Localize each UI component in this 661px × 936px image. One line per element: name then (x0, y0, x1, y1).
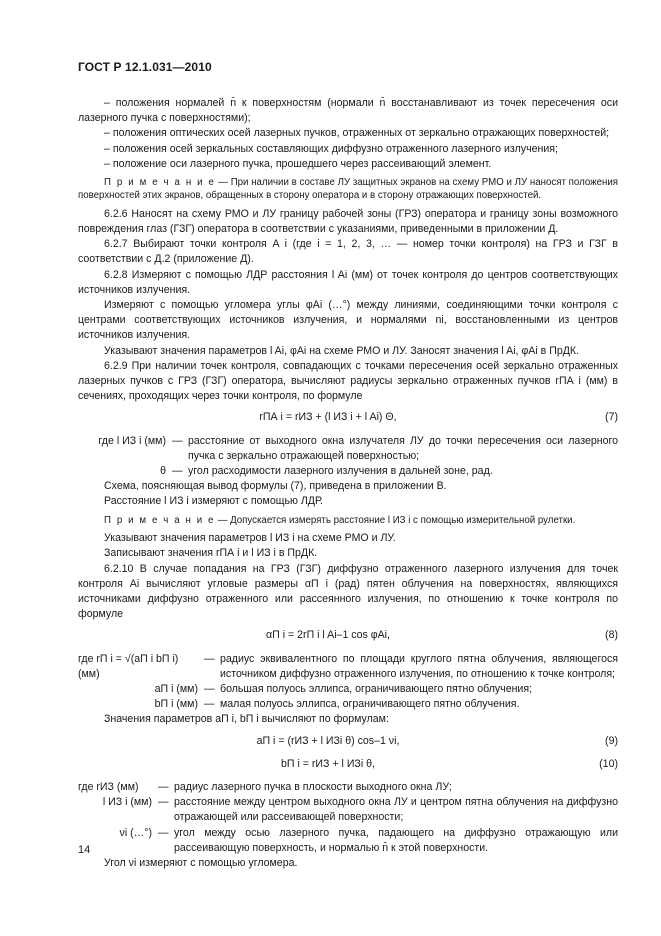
definition-term: где rП i = √(aП i bП i) (мм) (78, 652, 179, 680)
definition-r-iz (78, 780, 618, 795)
definition-dash: — (204, 652, 215, 665)
definition-b-p (78, 697, 618, 712)
bullet-optical-axes: – положения оптических осей лазерных пучков, отраженных от зеркально отражающих поверхностей; (104, 127, 610, 140)
definition-dash: — (204, 698, 215, 711)
formula-8 (78, 628, 618, 643)
formula-7 (78, 410, 618, 425)
clause-6-2-8-record: Указывают значения параметров l Ai, φAi на схеме РМО и ЛУ. Заносят значения l Ai, φAi в ПрДК. (104, 344, 580, 357)
formula-9 (78, 734, 618, 749)
formula-10 (78, 757, 618, 772)
formula-8-number: (8) (605, 629, 618, 642)
definition-text: угол между осью лазерного пучка, падающего на диффузно отражающую или рассеивающую поверхность, и нормалью n̄ к этой поверхности. (174, 826, 618, 854)
definition-term: aП i (мм) (154, 682, 198, 695)
bullet-normals: – положения нормалей n̄ к поверхностям (нормали n̄ восстанавливают из точек пересечения оси лазерного пучка с поверхностями); (78, 97, 618, 125)
definition-dash: — (172, 434, 183, 447)
page-number: 14 (78, 844, 91, 856)
definition-text: радиус лазерного пучка в плоскости выходного окна ЛУ; (174, 780, 452, 793)
page-body (78, 96, 618, 871)
note-tape-measure (78, 514, 618, 527)
bullet-mirror-components: – положения осей зеркальных составляющих диффузно отраженного лазерного излучения; (104, 142, 558, 155)
formula-7-number: (7) (605, 411, 618, 424)
definition-text: расстояние между центром выходного окна ЛУ и центром пятна облучения на диффузно отражающей или рассеивающей поверхности; (174, 796, 618, 824)
note-screens (78, 176, 618, 203)
definition-text: малая полуось эллипса, ограничивающего пятно облучения. (220, 698, 520, 711)
definition-term: θ (160, 465, 166, 478)
bullet-beam-axis: – положение оси лазерного пучка, прошедшего через рассеивающий элемент. (104, 157, 492, 170)
document-header: ГОСТ Р 12.1.031—2010 (78, 60, 212, 74)
definition-dash: — (158, 826, 169, 839)
definition-dash: — (158, 796, 169, 809)
clause-6-2-7: 6.2.7 Выбирают точки контроля A i (где i = 1, 2, 3, … — номер точки контроля) на ГРЗ и ГЗГ в соответствии с Д.2 (приложение Д). (78, 238, 618, 266)
definition-l-iz-i (78, 795, 618, 825)
note-label: П р и м е ч а н и е (104, 177, 216, 189)
definition-l-iz (78, 434, 618, 464)
clause-6-2-9-record: Записывают значения rПА i и l ИЗ i в ПрДК. (104, 547, 318, 560)
formula-9-number: (9) (605, 734, 618, 747)
note-label: П р и м е ч а н и е (104, 514, 216, 526)
clause-6-2-10-values: Значения параметров aП i, bП i вычисляют по формулам: (104, 713, 389, 726)
definition-text: большая полуось эллипса, ограничивающего пятно облучения; (220, 682, 533, 695)
definition-text: угол расходимости лазерного излучения в дальней зоне, рад. (188, 465, 493, 478)
definition-term: νi (…°) (119, 826, 152, 839)
formula-8-expression: αП i = 2rП i l Ai–1 cos φAi, (266, 629, 390, 642)
definition-term: l ИЗ i (мм) (102, 796, 152, 809)
definition-dash: — (158, 780, 169, 793)
definition-term: bП i (мм) (154, 698, 198, 711)
formula-7-expression: rПА i = rИЗ + (l ИЗ i + l Ai) Θ, (259, 411, 397, 424)
clause-6-2-9-scheme: Схема, поясняющая вывод формулы (7), приведена в приложении В. (104, 480, 447, 493)
clause-6-2-6: 6.2.6 Наносят на схему РМО и ЛУ границу рабочей зоны (ГРЗ) оператора и границу зоны возможного повреждения глаз (ГЗГ) оператора в соответствии с указаниями, приведенными в приложении Д. (78, 207, 618, 236)
clause-angle-measure: Угол νi измеряют с помощью угломера. (104, 856, 298, 869)
formula-10-expression: bП i = rИЗ + l ИЗi θ, (281, 757, 375, 770)
note-text: — Допускается измерять расстояние l ИЗ i с помощью измерительной рулетки. (215, 514, 576, 526)
formula-10-number: (10) (599, 757, 618, 770)
definition-term: где l ИЗ i (мм) (98, 434, 166, 447)
definition-nu (78, 826, 618, 856)
clause-6-2-9-indicate: Указывают значения параметров l ИЗ i на схеме РМО и ЛУ. (104, 532, 396, 545)
clause-6-2-8-angles: Измеряют с помощью угломера углы φAi (…°) между линиями, соединяющими точки контроля с центрами соответствующих источников излучения, и нормалями ni, восстановленными из центров источников излучения. (78, 299, 618, 342)
clause-6-2-9-distance: Расстояние l ИЗ i измеряют с помощью ЛДР. (104, 495, 323, 508)
definition-r-p (78, 652, 618, 682)
note-text: — При наличии в составе ЛУ защитных экранов на схему РМО и ЛУ наносят положения поверхностей этих экранов, обращенных в сторону оператора и в сторону отражающих поверхностей. (78, 177, 618, 202)
clause-6-2-10: 6.2.10 В случае попадания на ГРЗ (ГЗГ) диффузно отраженного лазерного излучения для точек контроля Ai вычисляют угловые размеры αП i (рад) пятен облучения на поверхностях, являющихся источниками диффузно отраженного или рассеянного излучения, по отношению к точке контроля по формуле (78, 562, 618, 621)
clause-6-2-8: 6.2.8 Измеряют с помощью ЛДР расстояния l Ai (мм) от точек контроля до центров соответствующих источников излучения. (78, 268, 618, 296)
definition-term: где rИЗ (мм) (78, 780, 139, 793)
definition-dash: — (172, 465, 183, 478)
definition-a-p (78, 682, 618, 697)
definition-dash: — (204, 682, 215, 695)
definition-text: радиус эквивалентного по площади круглого пятна облучения, являющегося источником диффузно отраженного излучения, по отношению к точке контроля; (220, 652, 618, 680)
clause-6-2-9: 6.2.9 При наличии точек контроля, совпадающих с точками пересечения осей зеркально отраженных лазерных пучков с ГРЗ (ГЗГ) оператора, вычисляют радиусы зеркально отраженных пучков rПА i (мм) в сечениях, проходящих через точки контроля, по формуле (78, 359, 618, 403)
definition-theta (78, 464, 618, 479)
definition-text: расстояние от выходного окна излучателя ЛУ до точки пересечения оси лазерного пучка с зеркально отражающей поверхностью; (188, 434, 618, 462)
formula-9-expression: aП i = (rИЗ + l ИЗi θ) cos–1 νi, (256, 734, 400, 747)
